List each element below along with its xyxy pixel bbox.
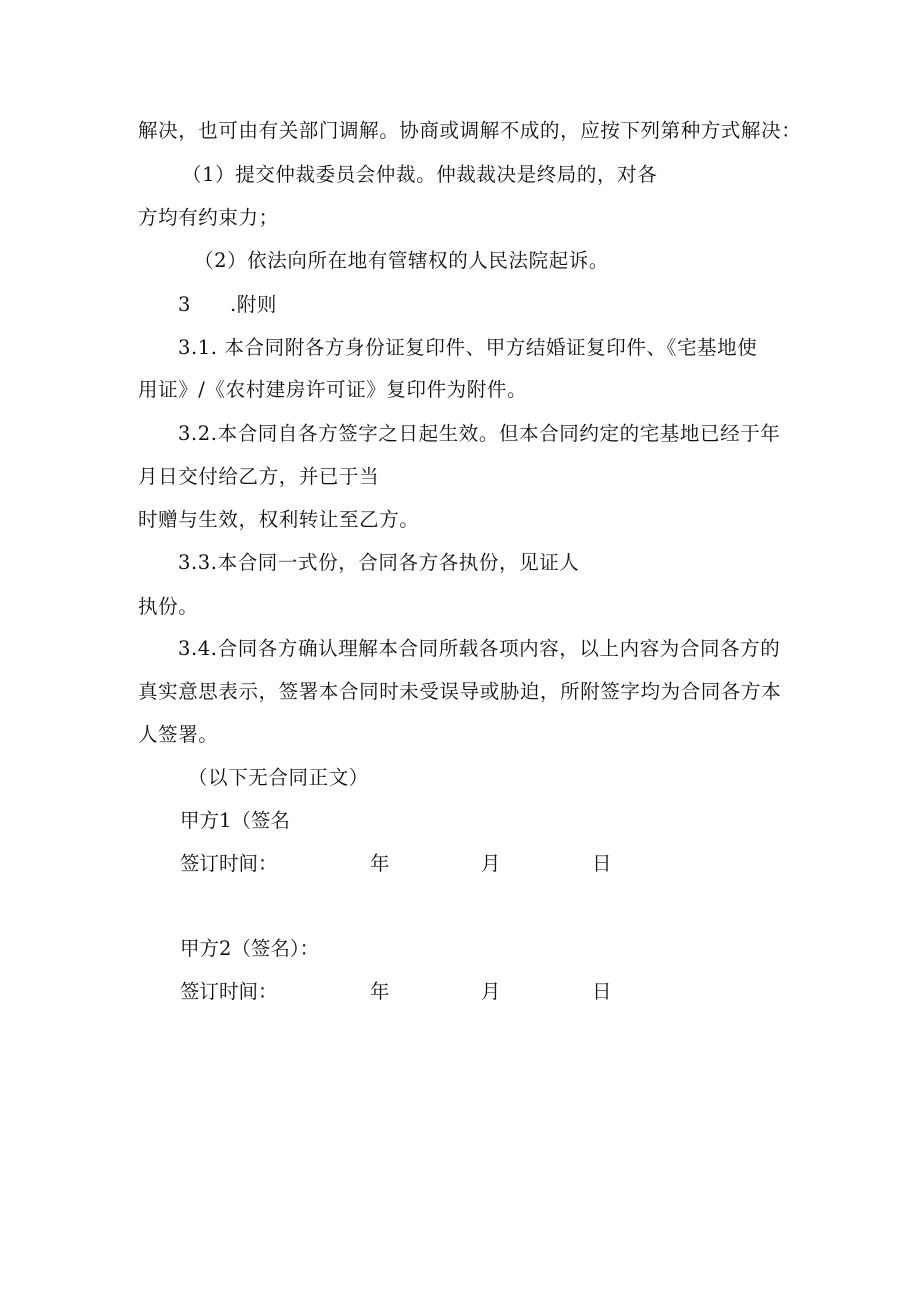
signature-party-2: 甲方2（签名）： (180, 937, 320, 960)
end-of-text-note: （以下无合同正文） (188, 766, 369, 789)
paragraph-line: 3.1. 本合同附各方身份证复印件、甲方结婚证复印件、《宅基地使 (178, 336, 758, 359)
signature-party-1: 甲方1（签名 (180, 809, 290, 832)
paragraph-line: 时赠与生效，权利转让至乙方。 (138, 508, 420, 531)
signing-month-1: 月 (481, 852, 501, 875)
paragraph-line: 3.2.本合同自各方签字之日起生效。但本合同约定的宅基地已经于年 (178, 422, 781, 445)
paragraph-line: 解决，也可由有关部门调解。协商或调解不成的，应按下列第种方式解决： (138, 119, 802, 142)
signing-time-label-2: 签订时间： (180, 980, 278, 1003)
signing-day-2: 日 (592, 980, 612, 1003)
signing-year-2: 年 (370, 980, 390, 1003)
paragraph-line: （2）依法向所在地有管辖权的人民法院起诉。 (194, 249, 610, 272)
signing-month-2: 月 (481, 980, 501, 1003)
paragraph-line: 真实意思表示，签署本合同时未受误导或胁迫，所附签字均为合同各方本 (138, 680, 782, 703)
paragraph-line: 3.3.本合同一式份，合同各方各执份，见证人 (178, 551, 580, 574)
paragraph-line: 方均有约束力； (138, 206, 279, 229)
section-number: 3 (178, 293, 192, 316)
paragraph-line: 用证》/《农村建房许可证》复印件为附件。 (138, 378, 528, 401)
paragraph-line: 人签署。 (138, 723, 219, 746)
signing-year-1: 年 (370, 852, 390, 875)
paragraph-line: 3.4.合同各方确认理解本合同所载各项内容，以上内容为合同各方的 (178, 637, 781, 660)
section-heading: .附则 (230, 293, 277, 316)
signing-time-label-1: 签订时间： (180, 852, 278, 875)
paragraph-line: 月日交付给乙方，并已于当 (138, 465, 380, 488)
paragraph-line: （1）提交仲裁委员会仲裁。仲裁裁决是终局的，对各 (182, 163, 658, 186)
paragraph-line: 执份。 (138, 595, 199, 618)
signing-day-1: 日 (592, 852, 612, 875)
